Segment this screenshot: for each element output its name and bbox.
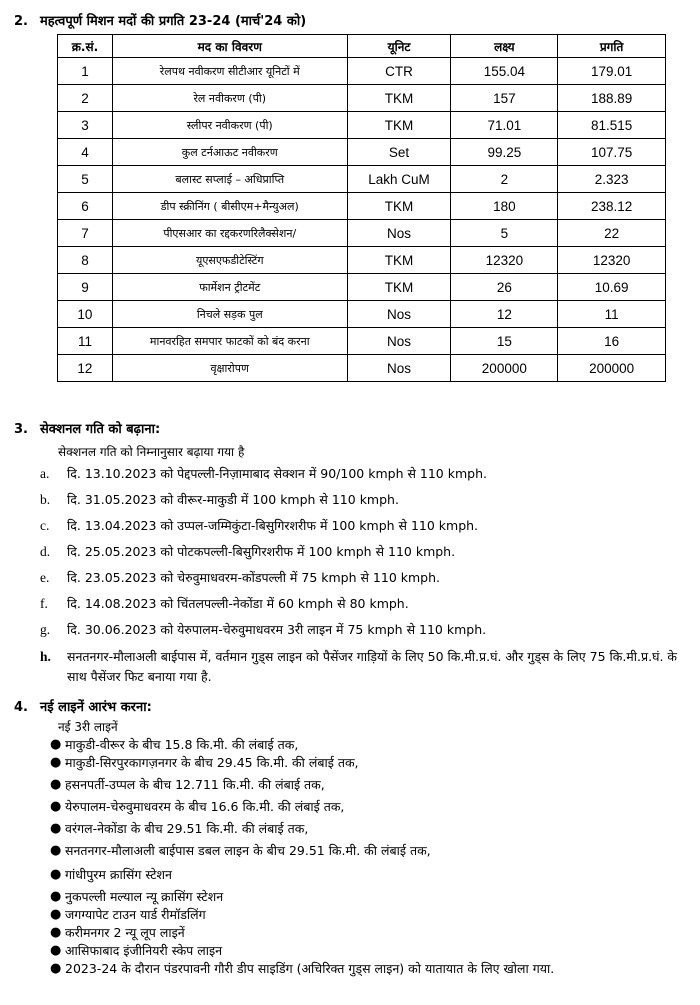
new-lines-list [50, 736, 690, 978]
section-3-heading [14, 419, 160, 437]
bullet-icon: ● [50, 925, 62, 940]
cell-target: 2 [451, 166, 558, 193]
section-3-intro: सेक्शनल गति को निम्नानुसार बढ़ाया गया है [58, 445, 245, 459]
bullet-icon: ● [50, 821, 62, 836]
cell-unit: Nos [347, 355, 451, 382]
cell-description: स्लीपर नवीकरण (पी) [112, 112, 347, 139]
cell-progress: 22 [558, 220, 666, 247]
table-row [58, 247, 666, 274]
cell-sn: 2 [58, 85, 113, 112]
table-row [58, 328, 666, 355]
list-item-marker: f. [40, 596, 48, 611]
table-row [58, 301, 666, 328]
cell-sn: 7 [58, 220, 113, 247]
list-item-text: वरंगल-नेकोंडा के बीच 29.51 कि.मी. की लंबाई तक, [65, 821, 309, 836]
col-header-sn: क्र.सं. [58, 35, 113, 58]
list-item-marker: d. [40, 544, 51, 559]
table-row [58, 112, 666, 139]
cell-target: 71.01 [451, 112, 558, 139]
cell-unit: TKM [347, 274, 451, 301]
cell-unit: Nos [347, 301, 451, 328]
list-item-text: सनतनगर-मौलाअली बाईपास डबल लाइन के बीच 29.51 कि.मी. की लंबाई तक, [65, 843, 431, 858]
list-item-text: दि. 23.05.2023 को चेरुवुमाधवरम-कोंडपल्ली में 75 kmph से 110 kmph. [67, 570, 441, 585]
list-item-marker: b. [40, 492, 51, 507]
table-row [58, 355, 666, 382]
cell-description: रेल नवीकरण (पी) [112, 85, 347, 112]
bullet-icon: ● [50, 737, 62, 752]
bullet-icon: ● [50, 799, 62, 814]
list-item [50, 906, 690, 924]
list-item-text: दि. 14.08.2023 को चिंतलपल्ली-नेकोंडा में 60 kmph से 80 kmph. [67, 596, 409, 611]
list-item [40, 543, 690, 569]
list-item [50, 776, 690, 794]
col-header-progress: प्रगति [558, 35, 666, 58]
cell-unit: Lakh CuM [347, 166, 451, 193]
cell-sn: 9 [58, 274, 113, 301]
cell-sn: 1 [58, 58, 113, 85]
cell-unit: TKM [347, 85, 451, 112]
cell-sn: 3 [58, 112, 113, 139]
list-item-text: सनतनगर-मौलाअली बाईपास में, वर्तमान गुड्स लाइन को पैसेंजर गाड़ियों के लिए 50 कि.मी.प्र.घं. और गुड्स के लिए 75 कि.मी.प्र.घं. के साथ पैसेंजर फिट बनाया गया है. [67, 649, 678, 684]
cell-target: 15 [451, 328, 558, 355]
bullet-icon: ● [50, 755, 62, 770]
cell-sn: 4 [58, 139, 113, 166]
list-item-text: दि. 13.10.2023 को पेद्दपल्ली-निज़ामाबाद सेक्शन में 90/100 kmph से 110 kmph. [67, 466, 487, 481]
list-item-text: करीमनगर 2 न्यू लूप लाइनें [65, 925, 185, 940]
bullet-icon: ● [50, 889, 62, 904]
cell-description: मानवरहित समपार फाटकों को बंद करना [112, 328, 347, 355]
table-row [58, 193, 666, 220]
cell-unit: Nos [347, 328, 451, 355]
col-header-description: मद का विवरण [112, 35, 347, 58]
cell-description: निचले सड़क पुल [112, 301, 347, 328]
bullet-icon: ● [50, 943, 62, 958]
cell-description: वृक्षारोपण [112, 355, 347, 382]
bullet-icon: ● [50, 843, 62, 858]
cell-sn: 6 [58, 193, 113, 220]
cell-progress: 10.69 [558, 274, 666, 301]
progress-table [57, 34, 666, 382]
cell-progress: 200000 [558, 355, 666, 382]
list-item-text: गांधीपुरम क्रासिंग स्टेशन [65, 867, 172, 882]
cell-unit: Set [347, 139, 451, 166]
cell-description: फार्मेशन ट्रीटमेंट [112, 274, 347, 301]
cell-progress: 188.89 [558, 85, 666, 112]
section-2-number: 2. [14, 14, 28, 29]
list-item-marker: g. [40, 622, 51, 637]
table-row [58, 85, 666, 112]
list-item-text: माकुडी-वीरूर के बीच 15.8 कि.मी. की लंबाई तक, [65, 737, 299, 752]
table-row [58, 220, 666, 247]
list-item-text: हसनपर्ती-उप्पल के बीच 12.711 कि.मी. की लंबाई तक, [65, 777, 325, 792]
list-item-marker: e. [40, 570, 50, 585]
section-2-heading [14, 11, 306, 29]
cell-progress: 2.323 [558, 166, 666, 193]
list-item-text: नुकपल्ली मल्याल न्यू क्रासिंग स्टेशन [65, 889, 224, 904]
bullet-icon: ● [50, 867, 62, 882]
section-4-intro: नई 3री लाइनें [58, 720, 118, 734]
cell-unit: TKM [347, 112, 451, 139]
list-item-text: दि. 31.05.2023 को वीरूर-माकुडी में 100 kmph से 110 kmph. [67, 492, 399, 507]
table-row [58, 274, 666, 301]
section-4-number: 4. [14, 700, 28, 715]
cell-description: पीएसआर का रद्दकरणरिलैक्सेशन/ [112, 220, 347, 247]
list-item [40, 517, 690, 543]
cell-unit: TKM [347, 193, 451, 220]
list-item [40, 465, 690, 491]
cell-target: 5 [451, 220, 558, 247]
cell-progress: 16 [558, 328, 666, 355]
section-4-title: नई लाइनें आरंभ करना: [40, 700, 152, 715]
cell-sn: 10 [58, 301, 113, 328]
cell-progress: 12320 [558, 247, 666, 274]
cell-progress: 11 [558, 301, 666, 328]
cell-description: बलास्ट सप्लाई – अधिप्राप्ति [112, 166, 347, 193]
col-header-target: लक्ष्य [451, 35, 558, 58]
cell-target: 99.25 [451, 139, 558, 166]
cell-unit: TKM [347, 247, 451, 274]
list-item [50, 754, 690, 772]
list-item [50, 960, 690, 978]
list-item [50, 798, 690, 816]
cell-description: कुल टर्नआऊट नवीकरण [112, 139, 347, 166]
list-item [40, 595, 690, 621]
list-item-text: आसिफाबाद इंजीनियरी स्केप लाइन [65, 943, 223, 958]
table-row [58, 139, 666, 166]
cell-description: रेलपथ नवीकरण सीटीआर यूनिटों में [112, 58, 347, 85]
list-item [40, 569, 690, 595]
table-header-row [58, 35, 666, 58]
list-item-text: दि. 25.05.2023 को पोटकपल्ली-बिसुगिरशरीफ में 100 kmph से 110 kmph. [67, 544, 456, 559]
list-item [50, 820, 690, 838]
section-3-number: 3. [14, 422, 28, 437]
cell-sn: 5 [58, 166, 113, 193]
cell-progress: 238.12 [558, 193, 666, 220]
table-row [58, 58, 666, 85]
cell-description: डीप स्क्रीनिंग ( बीसीएम+मैन्युअल) [112, 193, 347, 220]
cell-unit: CTR [347, 58, 451, 85]
cell-target: 12 [451, 301, 558, 328]
cell-sn: 12 [58, 355, 113, 382]
cell-target: 157 [451, 85, 558, 112]
cell-sn: 8 [58, 247, 113, 274]
cell-sn: 11 [58, 328, 113, 355]
bullet-icon: ● [50, 907, 62, 922]
cell-target: 12320 [451, 247, 558, 274]
progress-table-body [58, 58, 666, 382]
list-item [50, 924, 690, 942]
list-item-text: 2023-24 के दौरान पंडरपावनी गौरी डीप साइडिंग (अचिरिक्त गुड्स लाइन) को यातायात के लिए खोला गया. [65, 961, 555, 976]
col-header-unit: यूनिट [347, 35, 451, 58]
list-item-marker: a. [40, 466, 50, 481]
list-item-text: दि. 13.04.2023 को उप्पल-जम्मिकुंटा-बिसुगिरशरीफ में 100 kmph से 110 kmph. [67, 518, 479, 533]
list-item [50, 942, 690, 960]
list-item-text: येरुपालम-चेरुवुमाधवरम के बीच 16.6 कि.मी. की लंबाई तक, [65, 799, 345, 814]
cell-progress: 179.01 [558, 58, 666, 85]
bullet-icon: ● [50, 961, 62, 976]
list-item-marker: h. [40, 649, 51, 664]
list-item [50, 842, 690, 860]
list-item [40, 647, 690, 687]
bullet-icon: ● [50, 777, 62, 792]
section-4-heading [14, 697, 152, 715]
section-3-title: सेक्शनल गति को बढ़ाना: [40, 422, 161, 437]
cell-target: 200000 [451, 355, 558, 382]
cell-progress: 81.515 [558, 112, 666, 139]
list-item-text: दि. 30.06.2023 को येरुपालम-चेरुवुमाधवरम 3री लाइन में 75 kmph से 110 kmph. [67, 622, 487, 637]
list-item [40, 621, 690, 647]
table-row [58, 166, 666, 193]
speed-increase-list [40, 465, 690, 687]
cell-unit: Nos [347, 220, 451, 247]
list-item [50, 866, 690, 884]
cell-progress: 107.75 [558, 139, 666, 166]
list-item [50, 736, 690, 754]
list-item-text: माकुडी-सिरपुरकागज़नगर के बीच 29.45 कि.मी. की लंबाई तक, [65, 755, 359, 770]
section-2-title: महत्वपूर्ण मिशन मदों की प्रगति 23-24 (मार्च'24 को) [40, 14, 307, 29]
cell-target: 180 [451, 193, 558, 220]
list-item-text: जगग्यापेट टाउन यार्ड रीमॉडलिंग [65, 907, 206, 922]
list-item-marker: c. [40, 518, 50, 533]
cell-target: 26 [451, 274, 558, 301]
list-item [50, 888, 690, 906]
cell-description: यूएसएफडीटेस्टिंग [112, 247, 347, 274]
list-item [40, 491, 690, 517]
cell-target: 155.04 [451, 58, 558, 85]
